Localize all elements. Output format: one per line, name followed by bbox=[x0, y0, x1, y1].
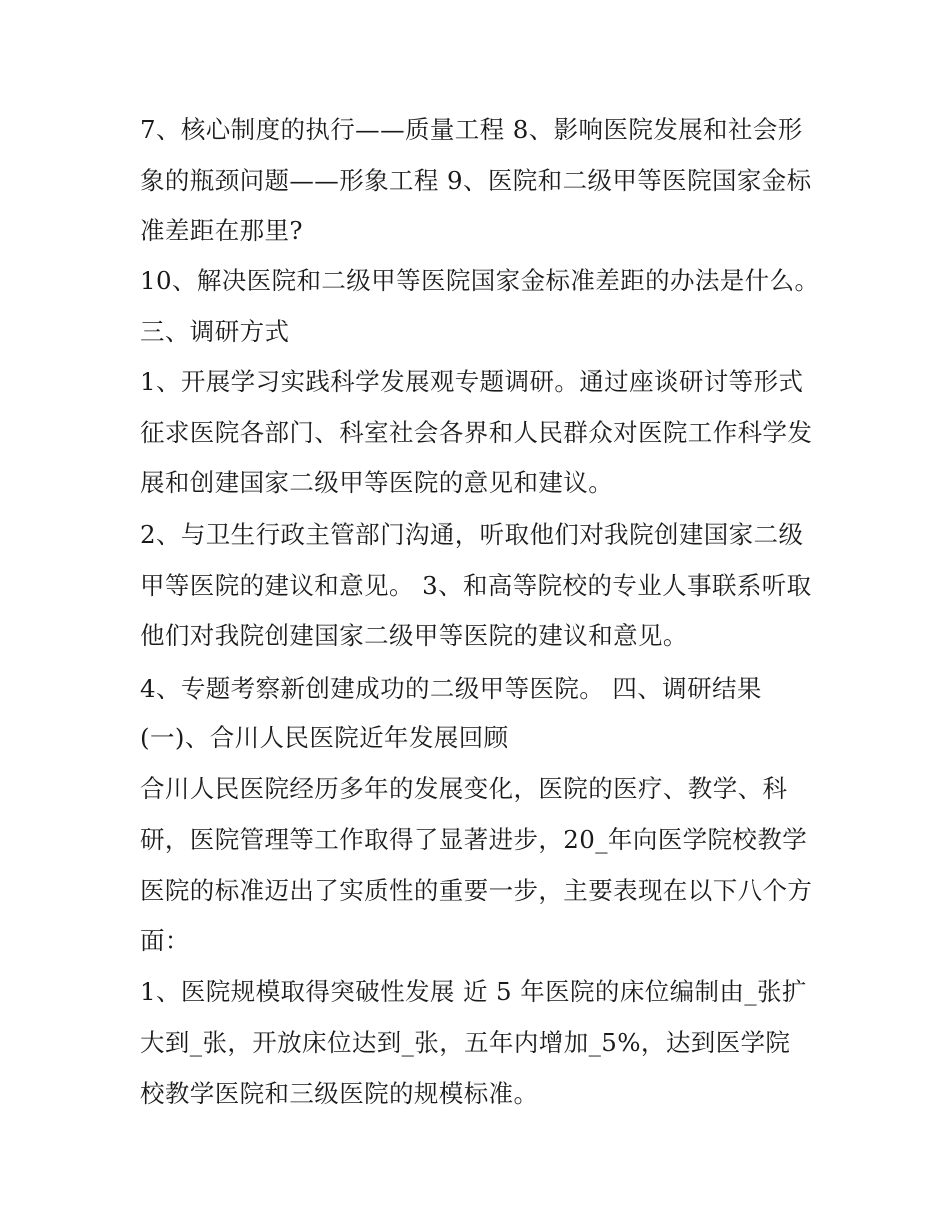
text-line: 甲等医院的建议和意见。 3、和高等院校的专业人事联系听取 bbox=[140, 571, 812, 600]
text-line: 他们对我院创建国家二级甲等医院的建议和意见。 bbox=[140, 621, 688, 650]
text-line: 2、与卫生行政主管部门沟通，听取他们对我院创建国家二级 bbox=[140, 520, 804, 549]
text-line: 研，医院管理等工作取得了显著进步，20_年向医学院校教学 bbox=[140, 825, 808, 854]
text-line: 医院的标准迈出了实质性的重要一步，主要表现在以下八个方 bbox=[140, 876, 813, 905]
text-line: 面： bbox=[140, 926, 190, 955]
text-line: 征求医院各部门、科室社会各界和人民群众对医院工作科学发 bbox=[140, 418, 813, 447]
text-line: 合川人民医院经历多年的发展变化，医院的医疗、教学、科 bbox=[140, 774, 788, 803]
text-line: 准差距在那里? bbox=[140, 216, 303, 245]
text-line: 大到_张，开放床位达到_张，五年内增加_5%，达到医学院 bbox=[140, 1028, 791, 1057]
text-line: 象的瓶颈问题——形象工程 9、医院和二级甲等医院国家金标 bbox=[140, 166, 812, 195]
text-line: 展和创建国家二级甲等医院的意见和建议。 bbox=[140, 468, 614, 497]
text-line: 校教学医院和三级医院的规模标准。 bbox=[140, 1079, 539, 1108]
text-line: 1、开展学习实践科学发展观专题调研。通过座谈研讨等形式 bbox=[140, 367, 804, 396]
text-line: 1、医院规模取得突破性发展 近 5 年医院的床位编制由_张扩 bbox=[140, 977, 807, 1006]
text-line: 4、专题考察新创建成功的二级甲等医院。 四、调研结果 bbox=[140, 674, 762, 703]
text-line: 7、核心制度的执行——质量工程 8、影响医院发展和社会形 bbox=[140, 115, 803, 144]
section-heading: 三、调研方式 bbox=[140, 317, 290, 346]
text-line: 10、解决医院和二级甲等医院国家金标准差距的办法是什么。 bbox=[140, 266, 820, 295]
section-heading: (一)、合川人民医院近年发展回顾 bbox=[140, 723, 509, 752]
